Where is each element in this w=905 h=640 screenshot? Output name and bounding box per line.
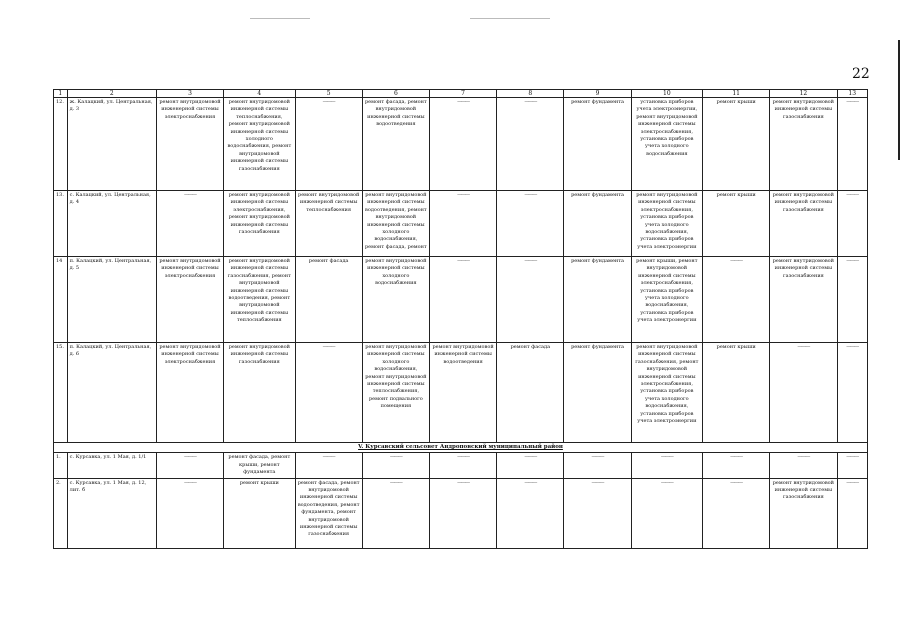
empty-dash: ——— [846, 192, 859, 198]
work-cell: ремонт крыши [224, 478, 295, 548]
table-body [54, 90, 868, 549]
work-cell [362, 453, 429, 478]
address-cell: п. Калацкий, ул. Центральная, д. 6 [67, 343, 156, 443]
empty-dash: ——— [322, 99, 335, 105]
work-cell: ремонт крыши [703, 98, 770, 191]
empty-dash: ——— [846, 344, 859, 350]
empty-dash: ——— [184, 479, 197, 486]
empty-dash: ——— [591, 479, 604, 486]
work-cell [703, 257, 770, 343]
empty-dash: ——— [524, 99, 537, 105]
empty-dash: ——— [846, 99, 859, 105]
work-cell: ремонт крыши, ремонт внутридомовой инженерной системы электроснабжения, установка приборов учета холодного водоснабжения, установка приборов учета электроэнергии [631, 257, 702, 343]
work-cell [837, 453, 868, 478]
work-cell: ремонт внутридомовой инженерной системы газоснабжения [770, 257, 837, 343]
work-cell [156, 453, 223, 478]
work-cell [837, 98, 868, 191]
column-number: 12 [770, 90, 837, 98]
empty-dash: ——— [457, 454, 470, 461]
page-number: 22 [852, 66, 870, 82]
column-number-row [54, 90, 868, 98]
column-number: 4 [224, 90, 295, 98]
work-cell [631, 453, 702, 478]
work-cell: ремонт внутридомовой инженерной системы газоснабжения [770, 98, 837, 191]
table-row [54, 478, 868, 548]
work-cell [429, 453, 496, 478]
address-cell: п. Калацкий, ул. Центральная, д. 5 [67, 257, 156, 343]
work-cell: ремонт внутридомовой инженерной системы электроснабжения [156, 257, 223, 343]
work-cell: ремонт крыши [703, 191, 770, 257]
work-cell [429, 257, 496, 343]
empty-dash: ——— [846, 479, 859, 486]
work-cell [497, 453, 564, 478]
work-cell: ремонт фундамента [564, 98, 631, 191]
work-cell: ремонт фасада [295, 257, 362, 343]
empty-dash: ——— [457, 99, 470, 105]
table-row [54, 98, 868, 191]
work-cell: ремонт внутридомовой инженерной системы электроснабжения, ремонт внутридомовой инженерной системы газоснабжения [224, 191, 295, 257]
column-number: 3 [156, 90, 223, 98]
work-cell [770, 453, 837, 478]
work-cell: ремонт внутридомовой инженерной системы водоотведения [429, 343, 496, 443]
work-cell [703, 478, 770, 548]
work-cell [837, 257, 868, 343]
work-cell: ремонт фасада, ремонт внутридомовой инженерной системы водоотведения [362, 98, 429, 191]
address-cell: с. Калацкий, ул. Центральная, д. 4 [67, 191, 156, 257]
empty-dash: ——— [730, 479, 743, 486]
section-title: V. Курсавский сельсовет Андроповский муниципальный район [54, 443, 868, 453]
empty-dash: ——— [730, 454, 743, 461]
work-cell: ремонт внутридомовой инженерной системы электроснабжения, установка приборов учета холодного водоснабжения, установка приборов учета электроэнергии [631, 191, 702, 257]
empty-dash: ——— [524, 454, 537, 461]
empty-dash: ——— [457, 258, 470, 264]
address-cell: с. Курсавка, ул. 1 Мая, д. 12, лит. б [67, 478, 156, 548]
work-cell: ремонт внутридомовой инженерной системы газоснабжения, ремонт внутридомовой инженерной системы водоотведения, ремонт внутридомовой инженерной системы теплоснабжения [224, 257, 295, 343]
empty-dash: ——— [322, 454, 335, 461]
empty-dash: ——— [524, 479, 537, 486]
work-cell [497, 478, 564, 548]
work-cell [770, 343, 837, 443]
work-cell: ремонт внутридомовой инженерной системы теплоснабжения, ремонт внутридомовой инженерной системы холодного водоснабжения, ремонт внутридомовой инженерной системы газоснабжения [224, 98, 295, 191]
scan-artifact [470, 18, 550, 19]
work-cell: ремонт фасада, ремонт внутридомовой инженерной системы водоотведения, ремонт фундамента, ремонт внутридомовой инженерной системы газоснабжения [295, 478, 362, 548]
scan-edge-mark [898, 40, 900, 160]
empty-dash: ——— [524, 258, 537, 264]
work-cell [631, 478, 702, 548]
section-header-row [54, 443, 868, 453]
column-number: 10 [631, 90, 702, 98]
empty-dash: ——— [457, 192, 470, 198]
work-cell: ремонт внутридомовой инженерной системы электроснабжения [156, 343, 223, 443]
work-cell: ремонт внутридомовой инженерной системы холодного водоснабжения, ремонт внутридомовой инженерной системы теплоснабжения, ремонт подвального помещения [362, 343, 429, 443]
address-cell: ж. Калацкий, ул. Центральная, д. 3 [67, 98, 156, 191]
work-cell: ремонт внутридомовой инженерной системы холодного водоснабжения [362, 257, 429, 343]
work-cell: ремонт внутридомовой инженерной системы газоснабжения [224, 343, 295, 443]
work-cell [429, 191, 496, 257]
row-number-cell: 13. [54, 191, 68, 257]
empty-dash: ——— [184, 454, 197, 461]
column-number: 8 [497, 90, 564, 98]
empty-dash: ——— [660, 454, 673, 461]
column-number: 7 [429, 90, 496, 98]
column-number: 9 [564, 90, 631, 98]
row-number-cell: 12. [54, 98, 68, 191]
work-cell: ремонт фундамента [564, 191, 631, 257]
address-cell: с. Курсавка, ул. 1 Мая, д. 1/1 [67, 453, 156, 478]
empty-dash: ——— [184, 192, 197, 198]
column-number: 2 [67, 90, 156, 98]
empty-dash: ——— [457, 479, 470, 486]
column-number: 5 [295, 90, 362, 98]
column-number: 11 [703, 90, 770, 98]
column-number: 13 [837, 90, 868, 98]
work-cell: ремонт фасада, ремонт крыши, ремонт фундамента [224, 453, 295, 478]
column-number: 6 [362, 90, 429, 98]
work-cell: ремонт внутридомовой инженерной системы теплоснабжения [295, 191, 362, 257]
work-cell [703, 453, 770, 478]
table-row [54, 191, 868, 257]
table-row [54, 453, 868, 478]
work-cell: ремонт фундамента [564, 343, 631, 443]
work-cell [295, 98, 362, 191]
work-cell: ремонт внутридомовой инженерной системы газоснабжения [770, 191, 837, 257]
work-cell [837, 191, 868, 257]
work-cell [429, 478, 496, 548]
work-cell [497, 98, 564, 191]
work-cell: ремонт внутридомовой инженерной системы газоснабжения, ремонт внутридомовой инженерной системы электроснабжения, установка приборов учета холодного водоснабжения, установка приборов учета электроэнергии [631, 343, 702, 443]
empty-dash: ——— [660, 479, 673, 486]
scan-artifact [250, 18, 310, 19]
table-row [54, 257, 868, 343]
work-cell: ремонт фасада [497, 343, 564, 443]
empty-dash: ——— [389, 479, 402, 486]
row-number-cell: 2. [54, 478, 68, 548]
table-row [54, 343, 868, 443]
work-cell [156, 191, 223, 257]
work-cell [497, 191, 564, 257]
repair-works-table [53, 89, 868, 549]
work-cell: установка приборов учета электроэнергии, ремонт внутридомовой инженерной системы электроснабжения, установка приборов учета холодного водоснабжения [631, 98, 702, 191]
empty-dash: ——— [524, 192, 537, 198]
empty-dash: ——— [797, 454, 810, 461]
empty-dash: ——— [591, 454, 604, 461]
work-cell [429, 98, 496, 191]
empty-dash: ——— [389, 454, 402, 461]
empty-dash: ——— [730, 258, 743, 264]
work-cell: ремонт крыши [703, 343, 770, 443]
empty-dash: ——— [797, 344, 810, 350]
work-cell [497, 257, 564, 343]
work-cell [362, 478, 429, 548]
empty-dash: ——— [846, 258, 859, 264]
work-cell [156, 478, 223, 548]
work-cell: ремонт внутридомовой инженерной системы электроснабжения [156, 98, 223, 191]
work-cell: ремонт внутридомовой инженерной системы газоснабжения [770, 478, 837, 548]
work-cell [295, 343, 362, 443]
work-cell [564, 453, 631, 478]
work-cell: ремонт внутридомовой инженерной системы водоотведения, ремонт внутридомовой инженерной системы холодного водоснабжения, ремонт фасада, ремонт [362, 191, 429, 257]
row-number-cell: 14 [54, 257, 68, 343]
empty-dash: ——— [846, 454, 859, 461]
row-number-cell: 1. [54, 453, 68, 478]
work-cell [564, 478, 631, 548]
work-cell: ремонт фундамента [564, 257, 631, 343]
work-cell [837, 478, 868, 548]
work-cell [837, 343, 868, 443]
row-number-cell: 15. [54, 343, 68, 443]
column-number: 1 [54, 90, 68, 98]
work-cell [295, 453, 362, 478]
empty-dash: ——— [322, 344, 335, 350]
